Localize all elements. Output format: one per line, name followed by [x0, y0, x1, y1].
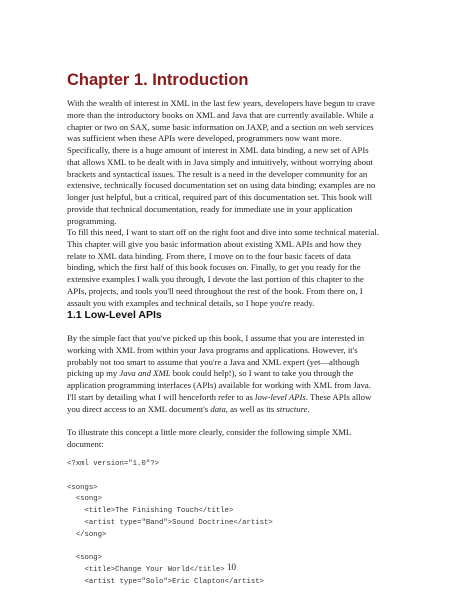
code-line: <title>The Finishing Touch</title> — [67, 507, 234, 515]
term-emphasis: low-level APIs — [255, 391, 306, 402]
term-emphasis: structure — [276, 403, 308, 414]
text-line: that allows XML to be dealt with in Java simply and intuitively, without worrying about — [67, 156, 373, 167]
text-line: relate to XML data binding. From there, I move on to the four basic facets of data — [67, 250, 351, 261]
text-line: longer just helpful, but a critical, required part of this documentation set. This book will — [67, 192, 373, 202]
code-line: </song> — [67, 530, 107, 539]
code-line — [67, 471, 401, 483]
code-line: <song> — [67, 554, 103, 562]
text-line: extensive examples I walk you through, I devote the last portion of this chapter to the — [67, 274, 364, 284]
text-line: more than the introductory books on XML and Java that are currently available. While a — [67, 109, 374, 120]
text-line: application programming interfaces (APIs) available for working with XML from Java. — [67, 380, 371, 390]
text-line: assault you with examples and technical details, so I hope you're ready. — [67, 297, 315, 308]
section-title: 1.1 Low-Level APIs — [67, 309, 162, 321]
chapter-title: Chapter 1. Introduction — [67, 71, 249, 89]
code-line: <song> — [67, 495, 103, 504]
code-line: <title>Change Your World</title> — [67, 565, 225, 574]
code-line — [67, 541, 401, 553]
text-line: chapter or two on SAX, some basic information on JAXP, and a section on web services — [67, 121, 374, 132]
text-line: working with XML from within your Java programs and applications. However, it's — [67, 344, 358, 355]
section-paragraph-2 — [67, 427, 401, 451]
text-line: APIs, projects, and tools you'll need throughout the rest of the book. From there on, I — [67, 285, 363, 296]
intro-paragraph-2 — [67, 227, 401, 309]
text-line: was sufficient when these APIs were developed, programmers now want more. — [67, 133, 342, 144]
book-title-emphasis: Java and XML — [119, 368, 171, 379]
code-line: <artist type="Band">Sound Doctrine</artist> — [67, 518, 273, 527]
text-line — [67, 368, 401, 380]
text-line: programming. — [67, 215, 117, 226]
text-line: probably not too smart to assume that you're a Java and XML expert (yet—although — [67, 356, 360, 367]
text-line: extensive, technically focused documentation set on using data binding; examples are no — [67, 180, 376, 191]
text-run: . These APIs allow — [305, 391, 372, 402]
text-line: Specifically, there is a huge amount of interest in XML data binding, a new set of APIs — [67, 145, 369, 155]
text-run: I'll start by detailing what I will henceforth refer to as — [67, 391, 256, 402]
text-line: With the wealth of interest in XML in the last few years, developers have begun to crave — [67, 98, 375, 108]
code-line: <artist type="Solo">Eric Clapton</artist> — [67, 577, 265, 586]
text-run: , as well as its — [225, 403, 277, 414]
code-line: <songs> — [67, 483, 98, 492]
text-run: . — [307, 403, 310, 414]
text-line — [67, 392, 401, 404]
text-line: brackets and syntactical issues. The result is a need in the developer community for an — [67, 168, 368, 179]
text-line: To fill this need, I want to start off on the right foot and dive into some technical material. — [67, 227, 379, 237]
text-line: By the simple fact that you've picked up this book, I assume that you are interested in — [67, 333, 365, 343]
text-line: document: — [67, 438, 104, 449]
text-line — [67, 404, 401, 416]
text-run: book could help!), so I want to take you through the — [170, 368, 354, 379]
intro-paragraph-1 — [67, 98, 401, 227]
text-line: This chapter will give you basic information about existing XML APIs and how they — [67, 238, 362, 249]
code-line: <?xml version="1.0"?> — [67, 460, 159, 468]
text-line: provide that technical documentation, ready for immediate use in your application — [67, 203, 353, 214]
text-run: you direct access to an XML document's — [67, 403, 211, 414]
page-number: 10 — [227, 562, 236, 572]
section-paragraph-1 — [67, 333, 401, 415]
text-line: binding, which the first half of this book focuses on. Finally, to get you ready for the — [67, 262, 361, 273]
term-emphasis: data — [210, 403, 226, 414]
text-line: To illustrate this concept a little more clearly, consider the following simple XML — [67, 427, 352, 437]
text-run: picking up my — [67, 368, 120, 379]
